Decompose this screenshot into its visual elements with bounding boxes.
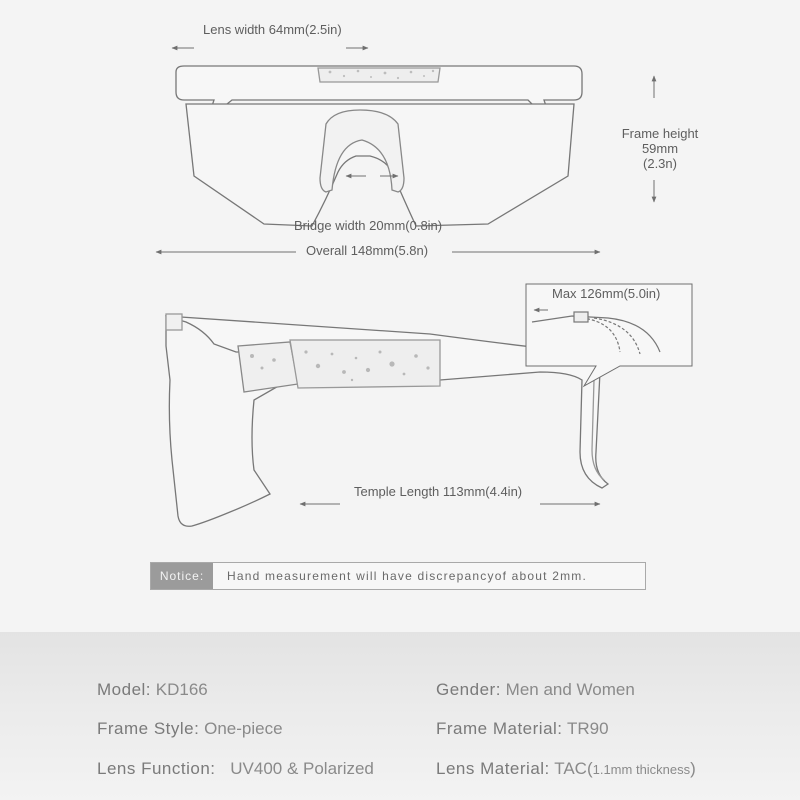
spec-lens-function xyxy=(97,759,374,779)
spec-frame-material xyxy=(436,719,609,739)
overall-label: Overall 148mm(5.8n) xyxy=(306,243,429,258)
frame-height-line-1: Frame height xyxy=(621,126,699,141)
spec-lens-function-key: Lens Function: xyxy=(97,759,216,778)
spec-lens-material-note: 1.1mm thickness xyxy=(592,762,691,777)
front-view-glasses xyxy=(176,66,582,226)
spec-model-value: KD166 xyxy=(155,680,208,699)
spec-frame-material-key: Frame Material: xyxy=(436,719,563,738)
spec-gender-key: Gender: xyxy=(436,680,501,699)
spec-lens-material-close: ) xyxy=(690,759,696,778)
lens-width-label: Lens width 64mm(2.5in) xyxy=(203,22,342,37)
spec-model xyxy=(97,680,208,700)
spec-frame-material-value: TR90 xyxy=(566,719,609,738)
spec-frame-style-key: Frame Style: xyxy=(97,719,200,738)
temple-length-label: Temple Length 113mm(4.4in) xyxy=(354,484,523,499)
spec-lens-material-value: TAC( xyxy=(554,759,593,778)
spec-lens-material xyxy=(436,759,696,779)
notice-text: Hand measurement will have discrepancyof about 2mm. xyxy=(227,569,588,583)
notice-bar xyxy=(150,562,646,590)
frame-height-label xyxy=(604,126,716,171)
spec-lens-function-value: UV400 & Polarized xyxy=(230,759,374,778)
spec-model-key: Model: xyxy=(97,680,152,699)
spec-frame-style-value: One-piece xyxy=(204,719,283,738)
spec-gender-value: Men and Women xyxy=(505,680,635,699)
spec-gender xyxy=(436,680,635,700)
max-width-label: Max 126mm(5.0in) xyxy=(552,286,661,301)
spec-lens-material-key: Lens Material: xyxy=(436,759,550,778)
frame-height-line-2: 59mm xyxy=(641,141,679,156)
notice-tag: Notice: xyxy=(151,563,213,589)
frame-height-line-3: (2.3n) xyxy=(643,156,677,171)
spec-frame-style xyxy=(97,719,283,739)
bridge-width-label: Bridge width 20mm(0.8in) xyxy=(294,218,443,233)
